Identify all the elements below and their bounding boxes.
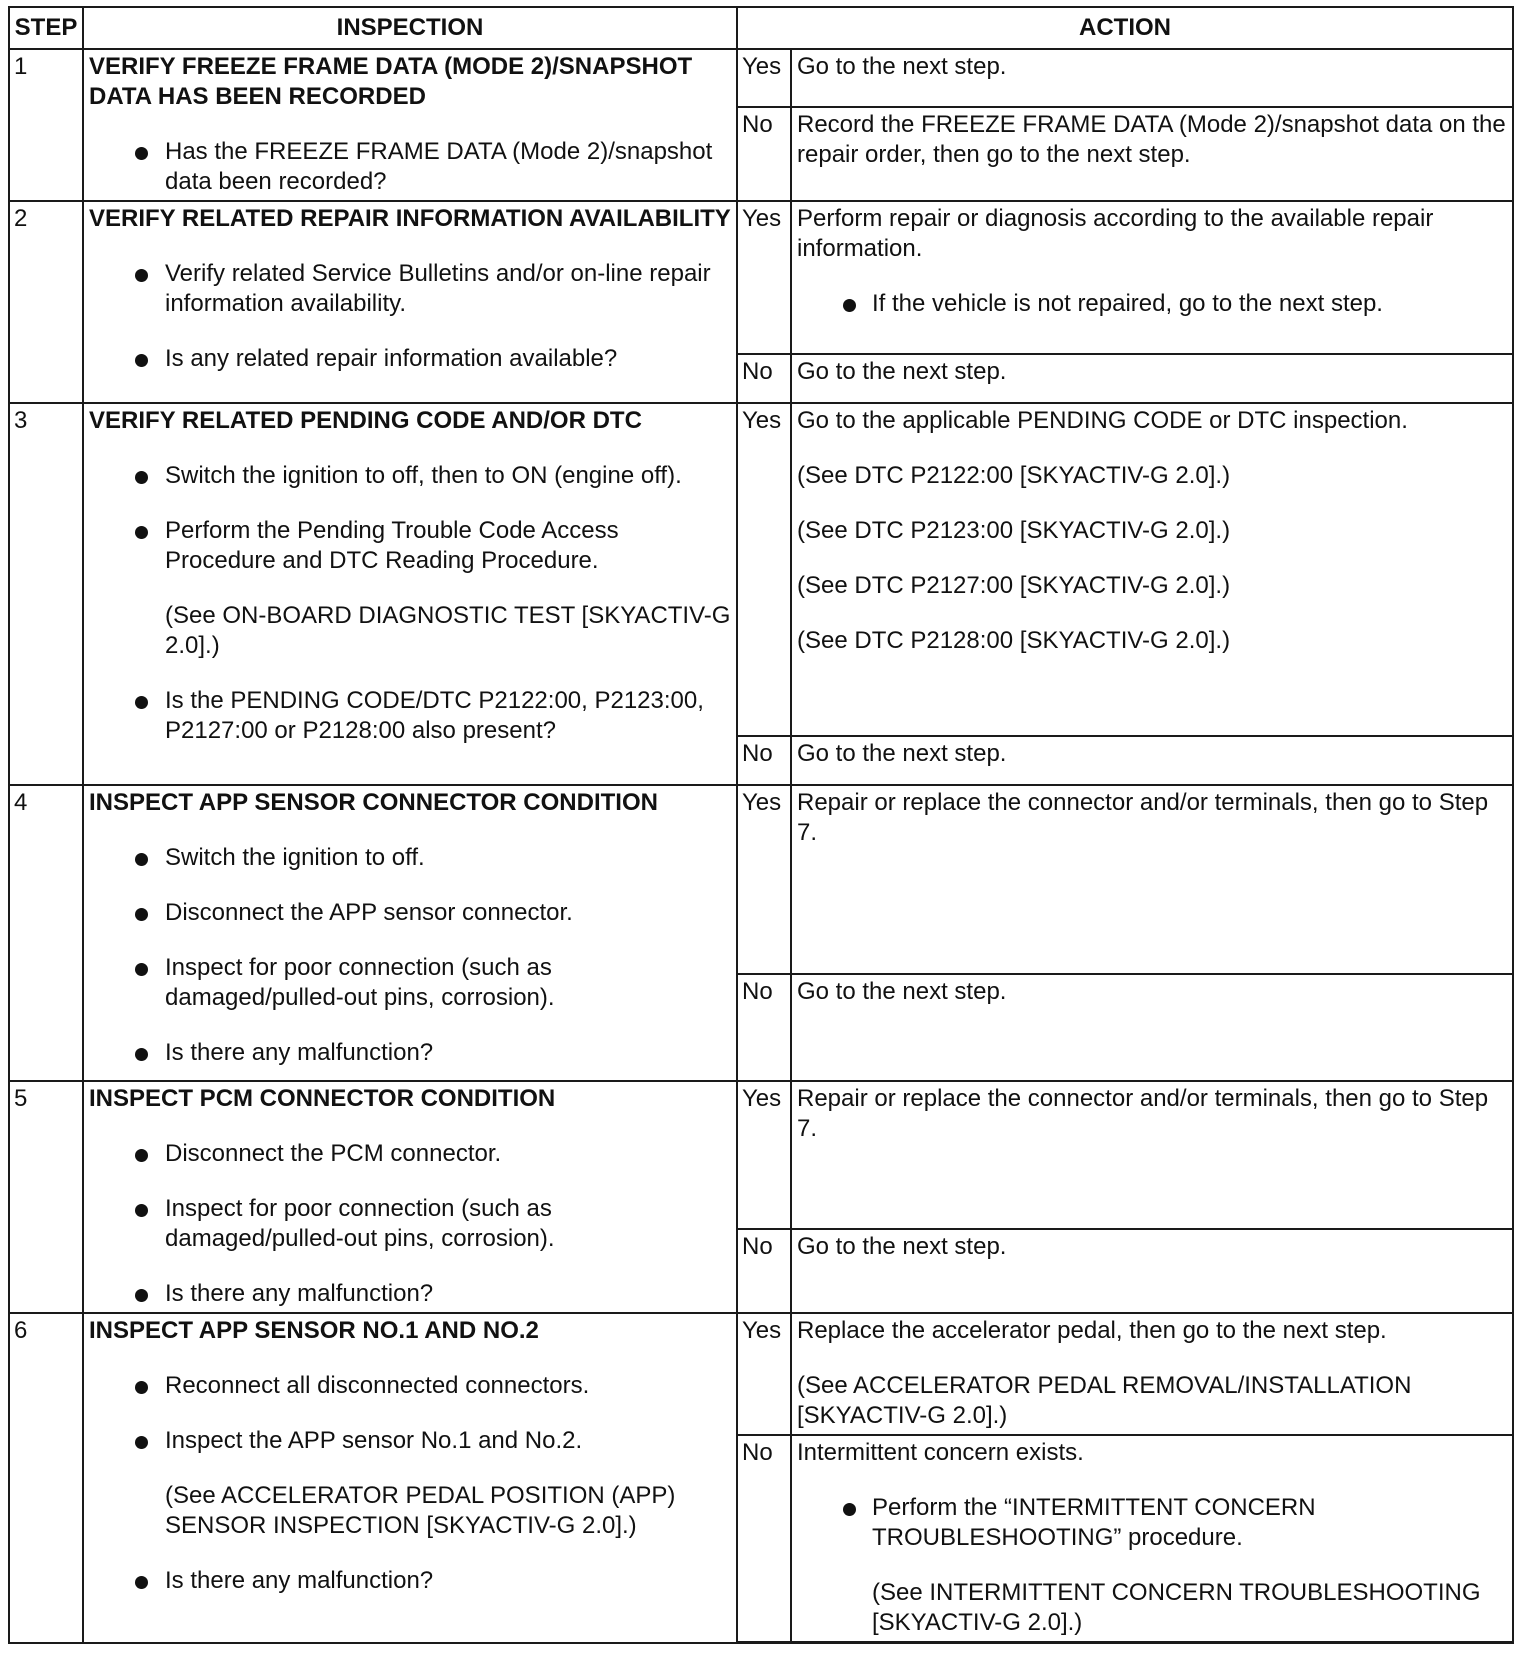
troubleshooting-reference: (See INTERMITTENT CONCERN TROUBLESHOOTING [SKYACTIV-G 2.0].)	[872, 1579, 1481, 1636]
inspection-title: INSPECT APP SENSOR NO.1 AND NO.2	[89, 1317, 539, 1344]
yes-action-cell	[791, 201, 1513, 354]
dtc-reference: (See DTC P2123:00 [SKYACTIV-G 2.0].)	[797, 517, 1231, 544]
inspection-bullet: Is there any malfunction?	[89, 1566, 731, 1596]
inspection-bullet: Reconnect all disconnected connectors.	[89, 1371, 731, 1401]
inspection-bullet: Is there any malfunction?	[89, 1279, 731, 1309]
step-4-inspection	[83, 785, 737, 1081]
inspection-bullet: Has the FREEZE FRAME DATA (Mode 2)/snapshot data been recorded?	[89, 137, 731, 197]
no-action-cell	[791, 1435, 1513, 1643]
inspection-bullet-list	[89, 259, 731, 374]
inspection-bullet: Perform the Pending Trouble Code Access Procedure and DTC Reading Procedure. (See ON-BOARD DIAGNOSTIC TEST [SKYACTIV-G 2.0].)	[89, 516, 731, 661]
inspection-bullet: Is the PENDING CODE/DTC P2122:00, P2123:00, P2127:00 or P2128:00 also present?	[89, 686, 731, 746]
inspection-bullet: Switch the ignition to off, then to ON (engine off).	[89, 461, 731, 491]
step-5-row	[9, 1081, 1513, 1229]
inspection-bullet: Inspect for poor connection (such as damaged/pulled-out pins, corrosion).	[89, 953, 731, 1013]
inspection-bullet-list	[89, 1371, 731, 1596]
no-label: No	[737, 354, 791, 403]
step-1-row	[9, 49, 1513, 107]
step-2-inspection	[83, 201, 737, 403]
no-action: Go to the next step.	[791, 354, 1513, 403]
inspection-title: INSPECT APP SENSOR CONNECTOR CONDITION	[89, 789, 658, 816]
inspection-reference: (See ON-BOARD DIAGNOSTIC TEST [SKYACTIV-G 2.0].)	[165, 602, 731, 659]
inspection-bullet: Verify related Service Bulletins and/or on-line repair information availability.	[89, 259, 731, 319]
yes-action: Perform repair or diagnosis according to the available repair information.	[797, 205, 1434, 262]
step-4-row	[9, 785, 1513, 974]
action-bullet-list	[797, 1493, 1507, 1638]
table-header-row	[9, 7, 1513, 49]
removal-reference: (See ACCELERATOR PEDAL REMOVAL/INSTALLATION [SKYACTIV-G 2.0].)	[797, 1372, 1412, 1429]
step-number: 5	[9, 1081, 83, 1313]
step-number: 4	[9, 785, 83, 1081]
no-action: Record the FREEZE FRAME DATA (Mode 2)/snapshot data on the repair order, then go to the next step.	[791, 107, 1513, 201]
no-action: Intermittent concern exists.	[797, 1439, 1084, 1466]
step-number: 6	[9, 1313, 83, 1643]
yes-action: Repair or replace the connector and/or terminals, then go to Step 7.	[791, 785, 1513, 974]
step-3-row	[9, 403, 1513, 736]
inspection-bullet-list	[89, 843, 731, 1068]
inspection-bullet-list	[89, 461, 731, 746]
yes-label: Yes	[737, 785, 791, 974]
dtc-reference: (See DTC P2122:00 [SKYACTIV-G 2.0].)	[797, 462, 1231, 489]
action-bullet: Perform the “INTERMITTENT CONCERN TROUBLESHOOTING” procedure. (See INTERMITTENT CONCERN TROUBLESHOOTING [SKYACTIV-G 2.0].)	[797, 1493, 1507, 1638]
action-bullet-list	[797, 289, 1507, 319]
inspection-title: INSPECT PCM CONNECTOR CONDITION	[89, 1085, 556, 1112]
yes-label: Yes	[737, 49, 791, 107]
diagnostic-procedure-table	[8, 6, 1514, 1644]
step-6-row	[9, 1313, 1513, 1435]
yes-label: Yes	[737, 1313, 791, 1435]
inspection-title: VERIFY RELATED PENDING CODE AND/OR DTC	[89, 407, 642, 434]
inspection-title: VERIFY FREEZE FRAME DATA (MODE 2)/SNAPSHOT DATA HAS BEEN RECORDED	[89, 53, 693, 110]
no-action: Go to the next step.	[791, 736, 1513, 785]
yes-label: Yes	[737, 201, 791, 354]
no-label: No	[737, 1229, 791, 1313]
step-column-header: STEP	[9, 7, 83, 49]
step-1-inspection	[83, 49, 737, 201]
inspection-bullet: Inspect for poor connection (such as damaged/pulled-out pins, corrosion).	[89, 1194, 731, 1254]
yes-action: Go to the applicable PENDING CODE or DTC inspection.	[797, 407, 1408, 434]
inspection-bullet: Disconnect the APP sensor connector.	[89, 898, 731, 928]
yes-label: Yes	[737, 1081, 791, 1229]
inspection-bullet: Disconnect the PCM connector.	[89, 1139, 731, 1169]
step-number: 1	[9, 49, 83, 201]
inspection-bullet: Switch the ignition to off.	[89, 843, 731, 873]
action-bullet: If the vehicle is not repaired, go to the next step.	[797, 289, 1507, 319]
no-label: No	[737, 736, 791, 785]
step-5-inspection	[83, 1081, 737, 1313]
inspection-title: VERIFY RELATED REPAIR INFORMATION AVAILABILITY	[89, 205, 731, 232]
yes-action: Repair or replace the connector and/or terminals, then go to Step 7.	[791, 1081, 1513, 1229]
inspection-reference: (See ACCELERATOR PEDAL POSITION (APP) SENSOR INSPECTION [SKYACTIV-G 2.0].)	[165, 1482, 676, 1539]
no-action: Go to the next step.	[791, 974, 1513, 1081]
no-action: Go to the next step.	[791, 1229, 1513, 1313]
yes-action: Go to the next step.	[791, 49, 1513, 107]
no-label: No	[737, 1435, 791, 1643]
inspection-bullet-list	[89, 1139, 731, 1309]
yes-action-cell	[791, 1313, 1513, 1435]
step-3-inspection	[83, 403, 737, 785]
no-label: No	[737, 974, 791, 1081]
step-number: 3	[9, 403, 83, 785]
no-label: No	[737, 107, 791, 201]
dtc-reference: (See DTC P2128:00 [SKYACTIV-G 2.0].)	[797, 627, 1231, 654]
step-6-inspection	[83, 1313, 737, 1643]
step-number: 2	[9, 201, 83, 403]
inspection-bullet-list	[89, 137, 731, 197]
inspection-bullet: Is any related repair information available?	[89, 344, 731, 374]
yes-action-cell	[791, 403, 1513, 736]
dtc-reference: (See DTC P2127:00 [SKYACTIV-G 2.0].)	[797, 572, 1231, 599]
yes-action: Replace the accelerator pedal, then go to the next step.	[797, 1317, 1387, 1344]
step-2-row	[9, 201, 1513, 354]
action-column-header: ACTION	[737, 7, 1513, 49]
inspection-bullet: Is there any malfunction?	[89, 1038, 731, 1068]
inspection-column-header: INSPECTION	[83, 7, 737, 49]
yes-label: Yes	[737, 403, 791, 736]
inspection-bullet: Inspect the APP sensor No.1 and No.2. (See ACCELERATOR PEDAL POSITION (APP) SENSOR INSPECTION [SKYACTIV-G 2.0].)	[89, 1426, 731, 1541]
